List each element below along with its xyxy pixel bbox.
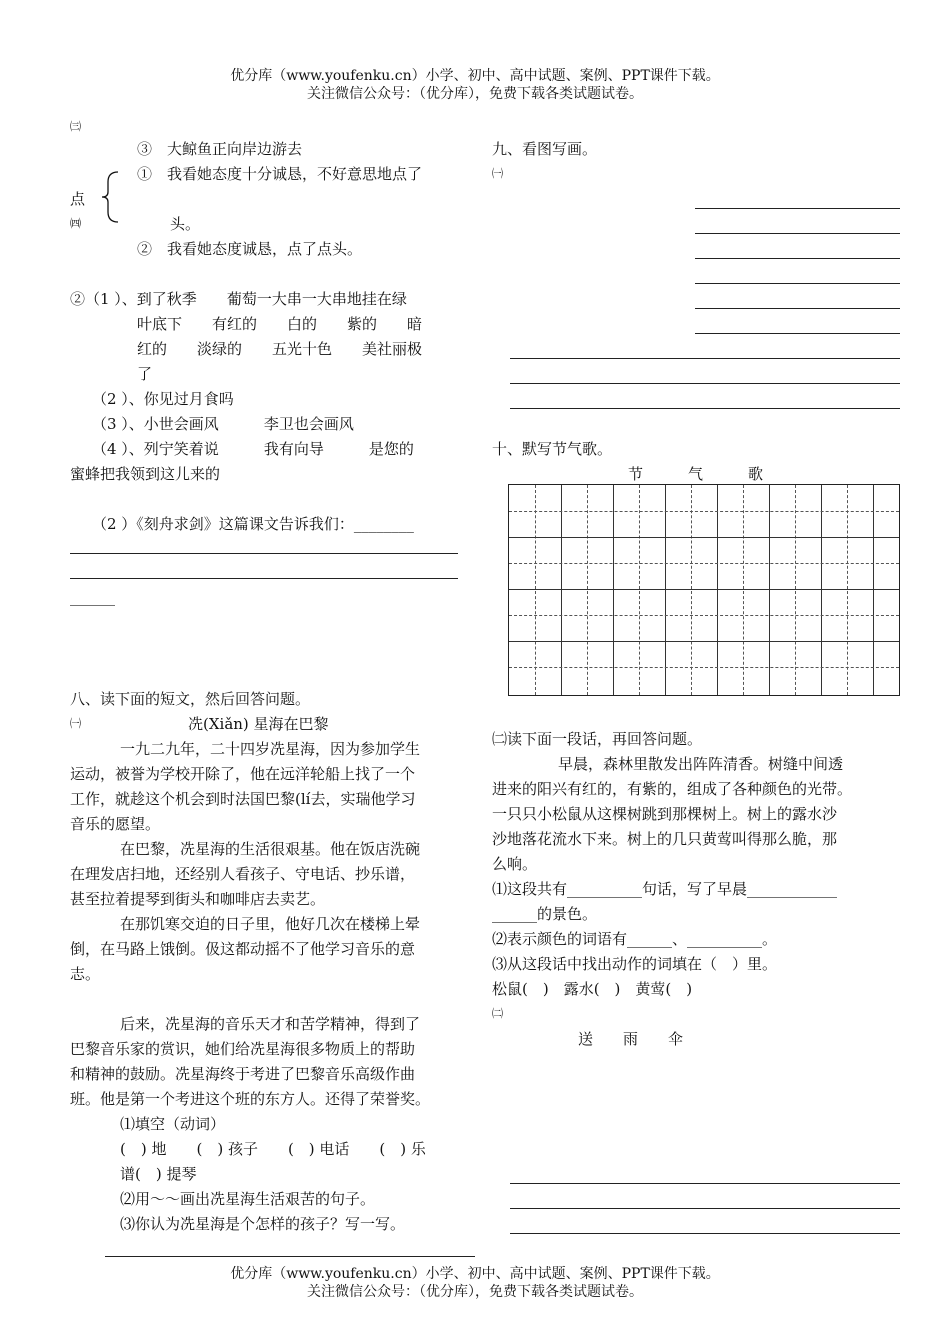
reading-question-2: ⑵表示颜色的词语有______、__________。 xyxy=(492,930,778,948)
para1-line: 一九二九年，二十四岁冼星海，因为参加学生 xyxy=(120,740,421,758)
option-1-line-b: 头。 xyxy=(170,215,201,233)
answer-line xyxy=(70,553,458,554)
writing-line xyxy=(695,283,900,284)
passage-line: 么响。 xyxy=(492,855,538,873)
punct-q1-line-d: 了 xyxy=(137,365,153,383)
para1-line: 音乐的愿望。 xyxy=(70,815,161,833)
option-1-line-a: ① 我看她态度十分诚恳，不好意思地点了 xyxy=(137,165,423,183)
passage-line: 早晨，森林里散发出阵阵清香。树缝中间透 xyxy=(558,755,844,773)
punct-q2: （2 ）、你见过月食吗 xyxy=(92,390,234,408)
reading-question-3: ⑶从这段话中找出动作的词填在（ ）里。 xyxy=(492,955,778,973)
song-title: 节 气 歌 xyxy=(628,465,764,483)
para4-line: 后来，冼星海的音乐天才和苦学精神，得到了 xyxy=(120,1015,421,1033)
writing-grid xyxy=(508,484,900,696)
para3-line: 在那饥寒交迫的日子里，他好几次在楼梯上晕 xyxy=(120,915,421,933)
kezhouqiujian-question: （2 ）《刻舟求剑》这篇课文告诉我们：________ xyxy=(92,515,414,533)
para2-line: 甚至拉着提琴到街头和咖啡店去卖艺。 xyxy=(70,890,326,908)
punct-q1-line-c: 红的 淡绿的 五光十色 美社丽极 xyxy=(137,340,423,358)
para3-line: 志。 xyxy=(70,965,101,983)
writing-line xyxy=(695,308,900,309)
reading-question-3-fill: 松鼠( ) 露水( ) 黄莺( ) xyxy=(492,980,693,998)
answer-line xyxy=(70,578,458,579)
para4-line: 巴黎音乐家的赏识，她们给冼星海很多物质上的帮助 xyxy=(70,1040,416,1058)
writing-line xyxy=(695,258,900,259)
writing-line xyxy=(510,358,900,359)
punct-q1-line-b: 叶底下 有红的 白的 紫的 暗 xyxy=(137,315,423,333)
writing-line xyxy=(510,1233,900,1234)
answer-line-tail: ______ xyxy=(70,588,115,606)
writing-line xyxy=(695,233,900,234)
section-10-title: 十、默写节气歌。 xyxy=(492,440,613,458)
mark-1-right: ㈠ xyxy=(492,167,503,180)
header-line-2: 关注微信公众号：（优分库），免费下载各类试题试卷。 xyxy=(307,86,643,102)
reading-question-1b: ______的景色。 xyxy=(492,905,598,923)
header-line-1: 优分库（www.youfenku.cn）小学、初中、高中试题、案例、PPT课件下载。 xyxy=(230,68,720,84)
passage-line: 沙地落花流水下来。树上的几只黄莺叫得那么脆，那 xyxy=(492,830,838,848)
punct-q1-line-a: ②（1 ）、到了秋季 葡萄一大串一大串地挂在绿 xyxy=(70,290,407,308)
story-title: 冼(Xiǎn) 星海在巴黎 xyxy=(188,715,329,733)
question-2: ⑵用～～画出冼星海生活艰苦的句子。 xyxy=(120,1190,376,1208)
para2-line: 在巴黎，冼星海的生活很艰基。他在饭店洗碗 xyxy=(120,840,421,858)
mark-1-left: ㈠ xyxy=(70,717,81,730)
mark-2-right: ㈡ xyxy=(492,1007,503,1020)
writing-line xyxy=(510,408,900,409)
question-1: ⑴填空（动词） xyxy=(120,1115,226,1133)
writing-line xyxy=(510,1183,900,1184)
passage-line: 进来的阳兴有红的，有紫的，组成了各种颜色的光带。 xyxy=(492,780,853,798)
reading-question-1a: ⑴这段共有__________句话，写了早晨____________ xyxy=(492,880,838,898)
punct-q4-line-b: 蜜蜂把我领到这儿来的 xyxy=(70,465,221,483)
answer-line xyxy=(105,1256,475,1257)
footer-line-1: 优分库（www.youfenku.cn）小学、初中、高中试题、案例、PPT课件下载。 xyxy=(230,1266,720,1282)
para4-line: 和精神的鼓励。冼星海终于考进了巴黎音乐高级作曲 xyxy=(70,1065,416,1083)
para2-line: 在理发店扫地，还经别人看孩子、守电话、抄乐谱， xyxy=(70,865,416,883)
para3-line: 倒，在马路上饿倒。伋这都动摇不了他学习音乐的意 xyxy=(70,940,416,958)
writing-line xyxy=(695,208,900,209)
mark-4: ㈣ xyxy=(70,217,81,230)
para1-line: 运动，被誉为学校开除了，他在远洋轮船上找了一个 xyxy=(70,765,416,783)
dian-label: 点 xyxy=(70,190,86,208)
mark-3: ㈢ xyxy=(70,120,81,133)
umbrella-title: 送 雨 伞 xyxy=(578,1030,684,1048)
para4-line: 班。他是第一个考进这个班的东方人。还得了荣誉奖。 xyxy=(70,1090,431,1108)
writing-line xyxy=(695,333,900,334)
punct-q3: （3 ）、小世会画风 李卫也会画风 xyxy=(92,415,354,433)
question-3: ⑶你认为冼星海是个怎样的孩子？写一写。 xyxy=(120,1215,406,1233)
option-2: ② 我看她态度诚恳，点了点头。 xyxy=(137,240,363,258)
passage-line: 一只只小松鼠从这棵树跳到那棵树上。树上的露水沙 xyxy=(492,805,838,823)
reading-title: ㈡读下面一段话，再回答问题。 xyxy=(492,730,703,748)
footer-line-2: 关注微信公众号：（优分库），免费下载各类试题试卷。 xyxy=(307,1284,643,1300)
writing-line xyxy=(510,383,900,384)
option-3: ③ 大鲸鱼正向岸边游去 xyxy=(137,140,303,158)
writing-line xyxy=(510,1208,900,1209)
question-1-fill-a: ( ) 地 ( ) 孩子 ( ) 电话 ( ) 乐 xyxy=(120,1140,426,1158)
question-1-fill-b: 谱( ) 提琴 xyxy=(120,1165,197,1183)
curly-brace-icon xyxy=(100,170,122,224)
section-8-title: 八、读下面的短文，然后回答问题。 xyxy=(70,690,311,708)
para1-line: 工作，就趁这个机会到时法国巴黎(lí去，实瑞他学习 xyxy=(70,790,416,808)
section-9-title: 九、看图写画。 xyxy=(492,140,598,158)
punct-q4-line-a: （4 ）、列宁笑着说 我有向导 是您的 xyxy=(92,440,414,458)
